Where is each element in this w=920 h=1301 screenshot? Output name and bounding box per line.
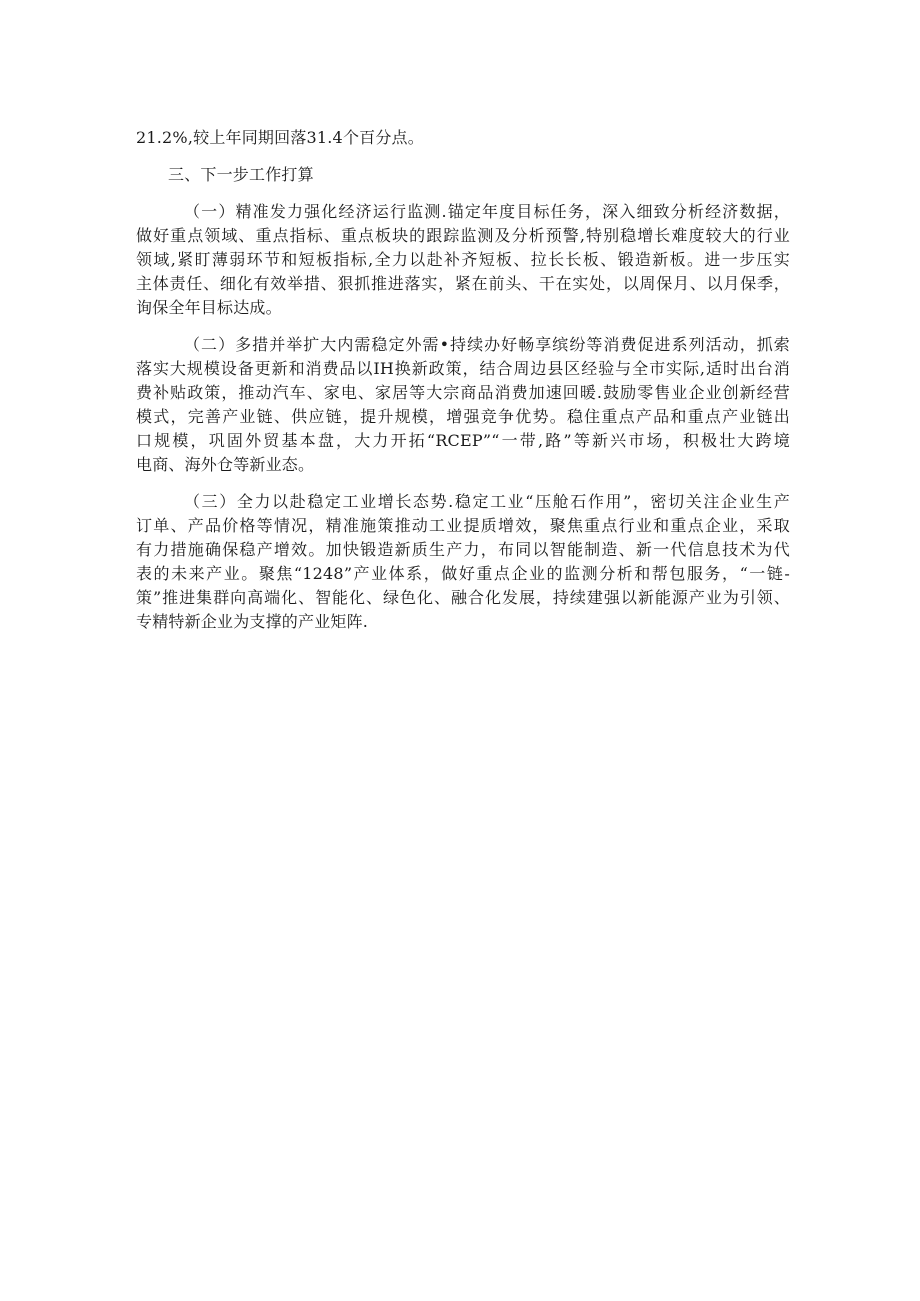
intro-line: 21.2%,较上年同期回落31.4个百分点。: [136, 128, 424, 147]
paragraph-1: [136, 200, 790, 320]
paragraph-line: 表的未来产业。聚焦“1248”产业体系，做好重点企业的监测分析和帮包服务，“一链-: [136, 564, 790, 583]
paragraph-line: （二）多措并举扩大内需稳定外需•持续办好畅享缤纷等消费促进系列活动，抓索: [184, 335, 790, 354]
paragraph-line: 有力措施确保稳产增效。加快锻造新质生产力，布同以智能制造、新一代信息技术为代: [136, 540, 790, 559]
paragraph-line: 费补贴政策，推动汽车、家电、家居等大宗商品消费加速回暖.鼓励零售业企业创新经营: [136, 383, 790, 402]
paragraph-line: 策”推进集群向高端化、智能化、绿色化、融合化发展，持续建强以新能源产业为引领、: [136, 588, 790, 607]
paragraph-line: 落实大规模设备更新和消费品以IH换新政策，结合周边县区经验与全市实际,适时出台消: [136, 359, 790, 378]
paragraph-line: 电商、海外仓等新业态。: [136, 455, 315, 474]
paragraph-line: 专精特新企业为支撑的产业矩阵.: [136, 612, 369, 631]
paragraph-line: （三）全力以赴稳定工业增长态势.稳定工业“压舱石作用”，密切关注企业生产: [184, 492, 790, 511]
paragraph-2: [136, 333, 790, 477]
paragraph-line: 领域,紧盯薄弱环节和短板指标,全力以赴补齐短板、拉长长板、锻造新板。进一步压实: [136, 250, 790, 269]
paragraph-3: [136, 490, 790, 634]
paragraph-line: （一）精准发力强化经济运行监测.锚定年度目标任务，深入细致分析经济数据，: [184, 202, 790, 221]
paragraph-line: 做好重点领域、重点指标、重点板块的跟踪监测及分析预警,特别稳增长难度较大的行业: [136, 226, 790, 245]
section-heading: 三、下一步工作打算: [168, 165, 314, 184]
document-body: [136, 126, 790, 634]
paragraph-line: 模式，完善产业链、供应链，提升规模，增强竞争优势。稳住重点产品和重点产业链出: [136, 407, 790, 426]
paragraph-line: 询保全年目标达成。: [136, 298, 282, 317]
paragraph-line: 主体责任、细化有效举措、狠抓推进落实，紧在前头、干在实处，以周保月、以月保季，: [136, 274, 790, 293]
paragraph-line: 订单、产品价格等情况，精准施策推动工业提质增效，聚焦重点行业和重点企业，采取: [136, 516, 790, 535]
paragraph-line: 口规模，巩固外贸基本盘，大力开拓“RCEP”“一带,路”等新兴市场，积极壮大跨境: [136, 431, 790, 450]
